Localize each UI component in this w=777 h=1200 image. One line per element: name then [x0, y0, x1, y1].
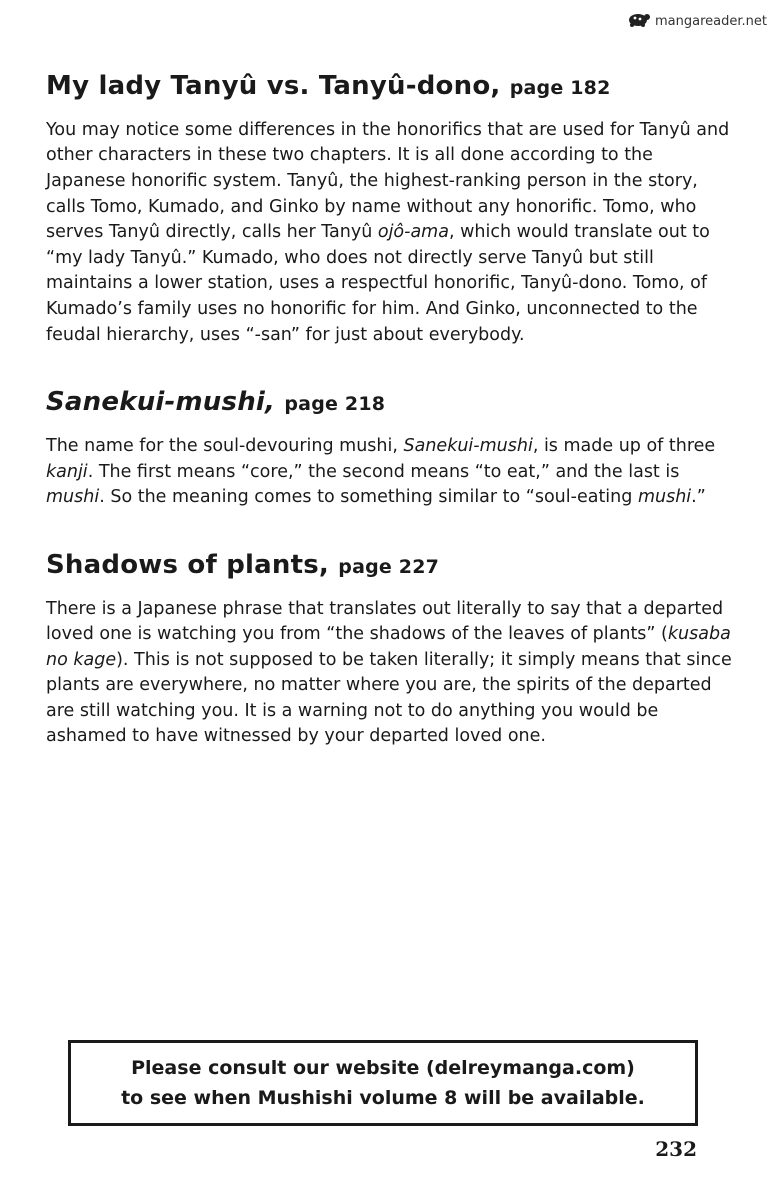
note-section-sanekui-mushi [46, 386, 736, 511]
section-body: The name for the soul-devouring mushi, Sanekui-mushi, is made up of three kanji. The first means “core,” the second means “to eat,” and the last is mushi. So the meaning comes to something similar to “soul-eating mushi.” [46, 435, 716, 508]
notes-content [46, 70, 736, 788]
website-notice-box [68, 1040, 698, 1126]
watermark-text: mangareader.net [655, 13, 767, 29]
section-page-ref: page 218 [284, 393, 386, 416]
section-heading [46, 386, 736, 420]
section-title: Shadows of plants, [46, 549, 329, 580]
section-heading [46, 549, 736, 583]
section-body: You may notice some differences in the honorifics that are used for Tanyû and other characters in these two chapters. It is all done according to the Japanese honorific system. Tanyû, the highest-ranking person in the story, calls Tomo, Kumado, and Ginko by name without any honorific. Tomo, who serves Tanyû directly, calls her Tanyû ojô-ama, which would translate out to “my lady Tanyû.” Kumado, who does not directly serve Tanyû but still maintains a lower station, uses a respectful honorific, Tanyû-dono. Tomo, of Kumado’s family uses no honorific for him. And Ginko, unconnected to the feudal hierarchy, uses “-san” for just about everybody. [46, 119, 730, 345]
section-page-ref: page 227 [338, 555, 440, 578]
watermark [626, 8, 767, 34]
note-section-honorifics [46, 70, 736, 348]
notice-line-1: Please consult our website (delreymanga.com) [131, 1057, 635, 1079]
turtle-logo-icon [626, 8, 652, 34]
section-title: Sanekui-mushi, [46, 387, 276, 418]
notice-line-2: to see when Mushishi volume 8 will be available. [121, 1087, 645, 1109]
section-body: There is a Japanese phrase that translates out literally to say that a departed loved one is watching you from “the shadows of the leaves of plants” (kusaba no kage). This is not supposed to be taken literally; it simply means that since plants are everywhere, no matter where you are, the spirits of the departed are still watching you. It is a warning not to do anything you would be ashamed to have witnessed by your departed loved one. [46, 598, 732, 747]
section-heading [46, 70, 736, 104]
page-number: 232 [655, 1137, 697, 1161]
section-page-ref: page 182 [509, 77, 611, 99]
note-section-shadows-of-plants [46, 549, 736, 750]
section-title: My lady Tanyû vs. Tanyû-dono, [46, 71, 501, 101]
